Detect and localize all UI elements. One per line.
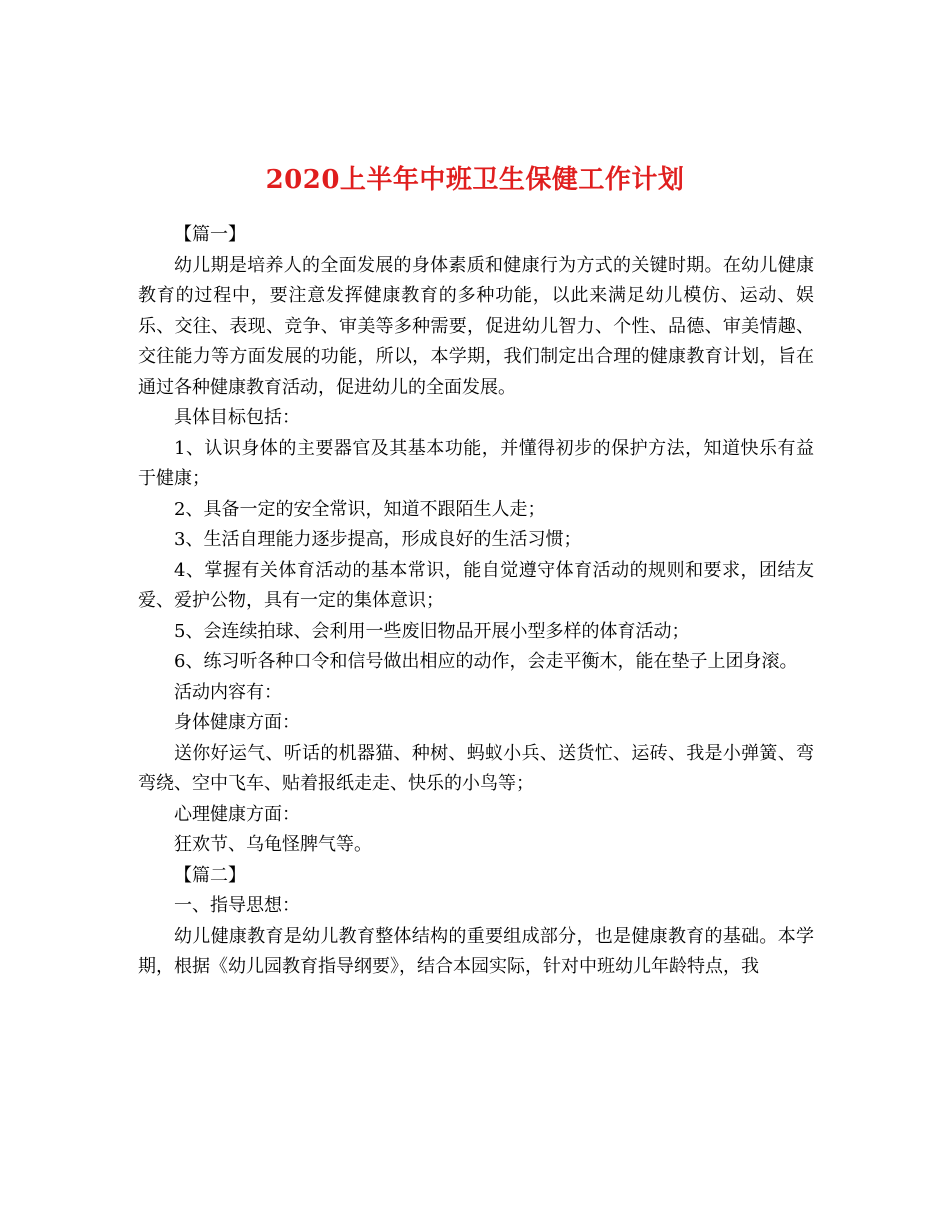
- list-item: 5、会连续拍球、会利用一些废旧物品开展小型多样的体育活动；: [174, 620, 690, 642]
- list-item: 6、练习听各种口令和信号做出相应的动作，会走平衡木，能在垫子上团身滚。: [174, 651, 798, 672]
- section-heading: 【篇二】: [174, 864, 246, 886]
- paragraph: 送你好运气、听话的机器猫、种树、蚂蚁小兵、送货忙、运砖、我是小弹簧、弯弯绕、空中飞车、贴着报纸走走、快乐的小鸟等；: [138, 742, 814, 794]
- paragraph: 身体健康方面：: [174, 712, 300, 733]
- list-item: 3、生活自理能力逐步提高，形成良好的生活习惯；: [174, 529, 582, 550]
- paragraph: 具体目标包括：: [174, 407, 300, 428]
- paragraph: 活动内容有：: [174, 681, 282, 703]
- section-heading: 【篇一】: [174, 224, 246, 245]
- document-title: 2020上半年中班卫生保健工作计划: [265, 165, 685, 196]
- document-body: [138, 220, 814, 983]
- list-item: 4、掌握有关体育活动的基本常识，能自觉遵守体育活动的规则和要求，团结友爱、爱护公物，具有一定的集体意识；: [138, 559, 814, 611]
- paragraph: 心理健康方面：: [174, 803, 300, 825]
- paragraph: 一、指导思想：: [174, 895, 300, 916]
- paragraph: 幼儿健康教育是幼儿教育整体结构的重要组成部分，也是健康教育的基础。本学期，根据《幼儿园教育指导纲要》，结合本园实际，针对中班幼儿年龄特点，我: [138, 925, 814, 977]
- list-item: 1、认识身体的主要器官及其基本功能，并懂得初步的保护方法，知道快乐有益于健康；: [138, 437, 814, 489]
- paragraph: 幼儿期是培养人的全面发展的身体素质和健康行为方式的关键时期。在幼儿健康教育的过程中，要注意发挥健康教育的多种功能，以此来满足幼儿模仿、运动、娱乐、交往、表现、竞争、审美等多种需要，促进幼儿智力、个性、品德、审美情趣、交往能力等方面发展的功能，所以，本学期，我们制定出合理的健康教育计划，旨在通过各种健康教育活动，促进幼儿的全面发展。: [138, 254, 814, 398]
- list-item: 2、具备一定的安全常识，知道不跟陌生人走；: [174, 498, 546, 520]
- paragraph: 狂欢节、乌龟怪脾气等。: [174, 834, 372, 855]
